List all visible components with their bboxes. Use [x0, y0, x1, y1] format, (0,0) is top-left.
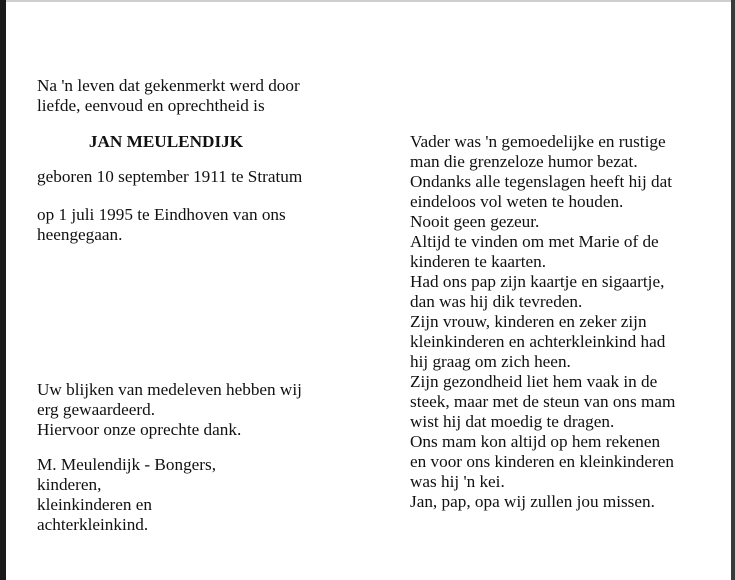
- intro-line: Na 'n leven dat gekenmerkt werd door: [37, 76, 300, 95]
- poem-line: eindeloos vol weten te houden.: [410, 192, 624, 211]
- poem-line: Jan, pap, opa wij zullen jou missen.: [410, 492, 655, 511]
- signature-block: [37, 455, 329, 535]
- poem-line: kleinkinderen en achterkleinkind had: [410, 332, 666, 351]
- poem-line: hij graag om zich heen.: [410, 352, 571, 371]
- poem-line: steek, maar met de steun van ons mam: [410, 392, 676, 411]
- scan-top-edge: [0, 0, 735, 2]
- death-text: [37, 205, 329, 245]
- poem-line: Zijn gezondheid liet hem vaak in de: [410, 372, 658, 391]
- signature-line: achterkleinkind.: [37, 515, 149, 534]
- left-column: [37, 76, 329, 535]
- poem-line: en voor ons kinderen en kleinkinderen: [410, 452, 674, 471]
- signature-line: kleinkinderen en: [37, 495, 153, 514]
- poem-line: dan was hij dik tevreden.: [410, 292, 583, 311]
- thanks-line: erg gewaardeerd.: [37, 400, 156, 419]
- poem-line: Had ons pap zijn kaartje en sigaartje,: [410, 272, 665, 291]
- poem-line: Vader was 'n gemoedelijke en rustige: [410, 132, 666, 151]
- poem-line: Zijn vrouw, kinderen en zeker zijn: [410, 312, 647, 331]
- intro-line: liefde, eenvoud en oprechtheid is: [37, 96, 265, 115]
- signature-line: kinderen,: [37, 475, 102, 494]
- poem-line: Ondanks alle tegenslagen heeft hij dat: [410, 172, 673, 191]
- poem-line: man die grenzeloze humor bezat.: [410, 152, 638, 171]
- intro-text: [37, 76, 329, 116]
- scan-left-edge: [0, 0, 6, 580]
- poem-line: kinderen te kaarten.: [410, 252, 546, 271]
- poem-line: Nooit geen gezeur.: [410, 212, 540, 231]
- signature-line: M. Meulendijk - Bongers,: [37, 455, 217, 474]
- deceased-name: JAN MEULENDIJK: [88, 132, 244, 151]
- poem-line: Ons mam kon altijd op hem rekenen: [410, 432, 661, 451]
- poem-column: [410, 132, 702, 512]
- poem-line: wist hij dat moedig te dragen.: [410, 412, 615, 431]
- thanks-text: [37, 380, 329, 440]
- death-line: op 1 juli 1995 te Eindhoven van ons: [37, 205, 286, 224]
- scan-right-edge: [731, 0, 735, 580]
- thanks-line: Hiervoor onze oprechte dank.: [37, 420, 242, 439]
- poem-line: was hij 'n kei.: [410, 472, 505, 491]
- death-line: heengegaan.: [37, 225, 123, 244]
- thanks-line: Uw blijken van medeleven hebben wij: [37, 380, 302, 399]
- poem-line: Altijd te vinden om met Marie of de: [410, 232, 659, 251]
- birth-line: geboren 10 september 1911 te Stratum: [37, 167, 303, 186]
